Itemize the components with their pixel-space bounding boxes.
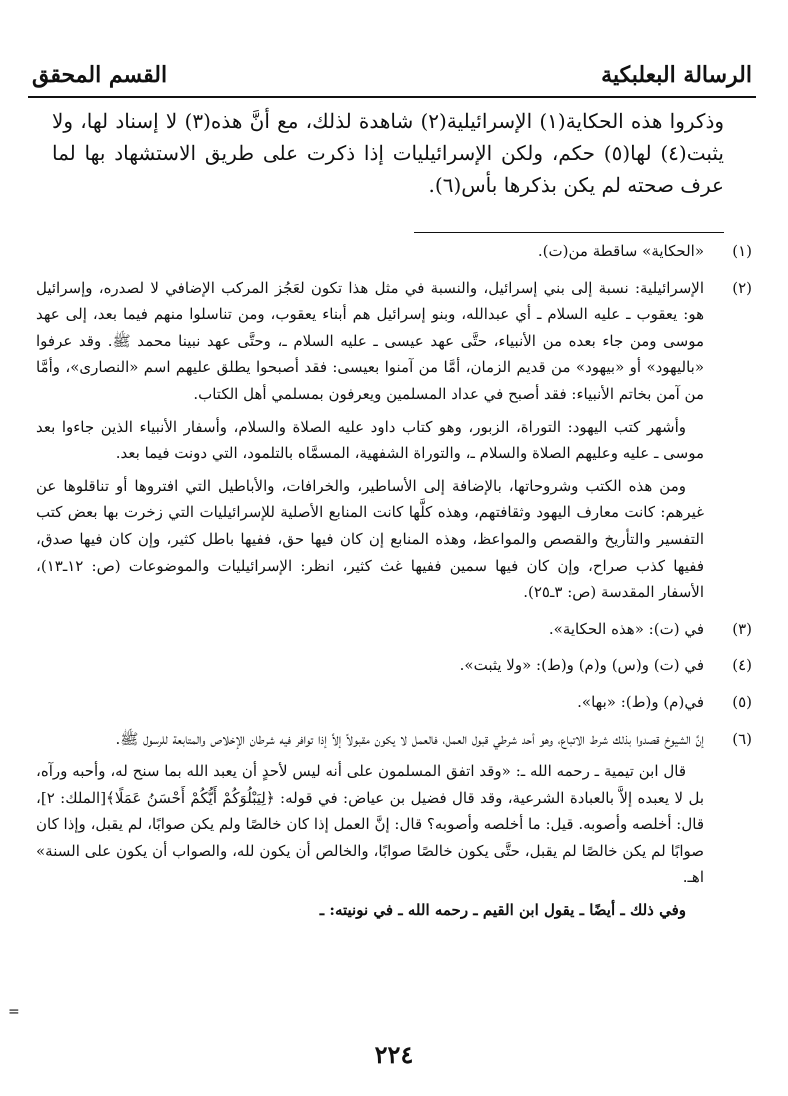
- footnote-text: إنَّ الشيوخ قصدوا بذلك شرط الاتباع، وهو أحد شرطي قبول العمل، فالعمل لا يكون مقبولاً إلاَّ إذا توافر فيه شرطان الإخلاص والمتابعة للرسول ﷺ.: [115, 729, 704, 748]
- margin-mark: =: [8, 1004, 20, 1020]
- footnote-text: الإسرائيلية: نسبة إلى بني إسرائيل، والنسبة في مثل هذا تكون لعَجُز المركب الإضافي لا لصدره، وإسرائيل هو: يعقوب ـ عليه السلام ـ أي عبدالله، وبنو إسرائيل هم أبناء يعقوب، ومن تناسلوا منهم فيما بعد، إلى عهد موسى ومن جاء بعده من الأنبياء، حتَّى عهد عيسى ـ عليه السلام ـ، وحتَّى عهد نبينا محمد ﷺ. وقد عرفوا «باليهود» أو «بيهود» من قديم الزمان، أمَّا من آمنوا بعيسى: فقد أصبحوا يطلق عليهم اسم «النصارى»، وأمَّا من آمن بخاتم الأنبياء: فقد أصبح في عداد المسلمين ويعرفون بمسلمي أهل الكتاب.: [36, 278, 704, 403]
- footnote-number: (٢): [732, 278, 752, 297]
- footnote-number: (٥): [732, 692, 752, 711]
- footnote-number: (٤): [732, 656, 752, 675]
- footnote-text: قال ابن تيمية ـ رحمه الله ـ: «وقد اتفق المسلمون على أنه ليس لأحدٍ أن يعبد الله بما سنح له، وأحبه ورآه، بل لا يعبده إلاَّ بالعبادة الشرعية، وقد قال فضيل بن عياض: في قوله: ﴿لِيَبْلُوَكُمْ أَيُّكُمْ أَحْسَنُ عَمَلًا﴾[الملك: ٢]، قال: أخلصه وأصوبه. قيل: ما أخلصه وأصوبه؟ قال: إنَّ العمل إذا كان خالصًا ولم يكن صوابًا، لم يقبل، وإذا كان صوابًا لم يكن خالصًا لم يقبل، حتَّى يكون خالصًا صوابًا، والخالص أن يكون لله، والصواب أن يكون على السنة» اهـ.: [36, 762, 704, 887]
- footnote-text: في (ت) و(س) و(م) و(ط): «ولا يثبت».: [459, 656, 704, 675]
- footnote-text: في (ت): «هذه الحكاية».: [548, 619, 704, 638]
- footnote-text: وأشهر كتب اليهود: التوراة، الزبور، وهو كتاب داود عليه الصلاة والسلام، وأسفار الأنبياء الذين جاءوا بعد موسى ـ عليه وعليهم الصلاة والسلام ـ، والتوراة الشفهية، المسمَّاه بالتلمود، التي دونت فيما بعد.: [36, 417, 704, 463]
- header-rule: [28, 96, 756, 98]
- footnote-number: (٦): [732, 729, 752, 748]
- footnote-text: «الحكاية» ساقطة من(ت).: [537, 242, 704, 260]
- footnote-5: [36, 689, 752, 722]
- footnote-separator: [414, 232, 724, 233]
- footnote-6: [36, 726, 752, 930]
- footnote-text: وفي ذلك ـ أيضًا ـ يقول ابن القيم ـ رحمه الله ـ في نونيته: ـ: [319, 901, 686, 920]
- footnotes: [36, 238, 752, 934]
- running-header: [32, 58, 752, 92]
- footnote-text: ومن هذه الكتب وشروحاتها، بالإضافة إلى الأساطير، والخرافات، والأباطيل التي افتروها أو تناقلوها عن غيرهم: كانت معارف اليهود وثقافتهم، وهذه كلَّها كانت المنابع الأصلية للإسرائيليات التي زخرت بها بعض كتب التفسير والتأريخ والقصص والمواعظ، وهذه المنابع إن كان فيها حق، ففيها باطل كثير، وإن كان فيها صدق، ففيها كذب صراح، وإن كان فيها سمين ففيها غث كثير، انظر: الإسرائيليات والموضوعات (ص: ١٢ـ١٣)، الأسفار المقدسة (ص: ٣ـ٢٥).: [36, 476, 704, 602]
- footnote-text: في(م) و(ط): «بها».: [577, 692, 704, 711]
- footnote-3: [36, 616, 752, 649]
- header-book-title: الرسالة البعلبكية: [601, 62, 752, 88]
- footnote-1: [36, 238, 752, 271]
- main-body-text: وذكروا هذه الحكاية(١) الإسرائيلية(٢) شاهدة لذلك، مع أنَّ هذه(٣) لا إسناد لها، ولا يثبت(٤) لها(٥) حكم، ولكن الإسرائيليات إذا ذكرت على طريق الاستشهاد بها لما عرف صحته لم يكن بذكرها بأس(٦).: [52, 109, 725, 197]
- footnote-number: (٣): [732, 619, 752, 638]
- header-section-title: القسم المحقق: [32, 62, 168, 88]
- page-number: ٢٢٤: [374, 1040, 414, 1069]
- footnote-2: [36, 275, 752, 612]
- footnote-number: (١): [732, 242, 752, 260]
- footnote-4: [36, 652, 752, 685]
